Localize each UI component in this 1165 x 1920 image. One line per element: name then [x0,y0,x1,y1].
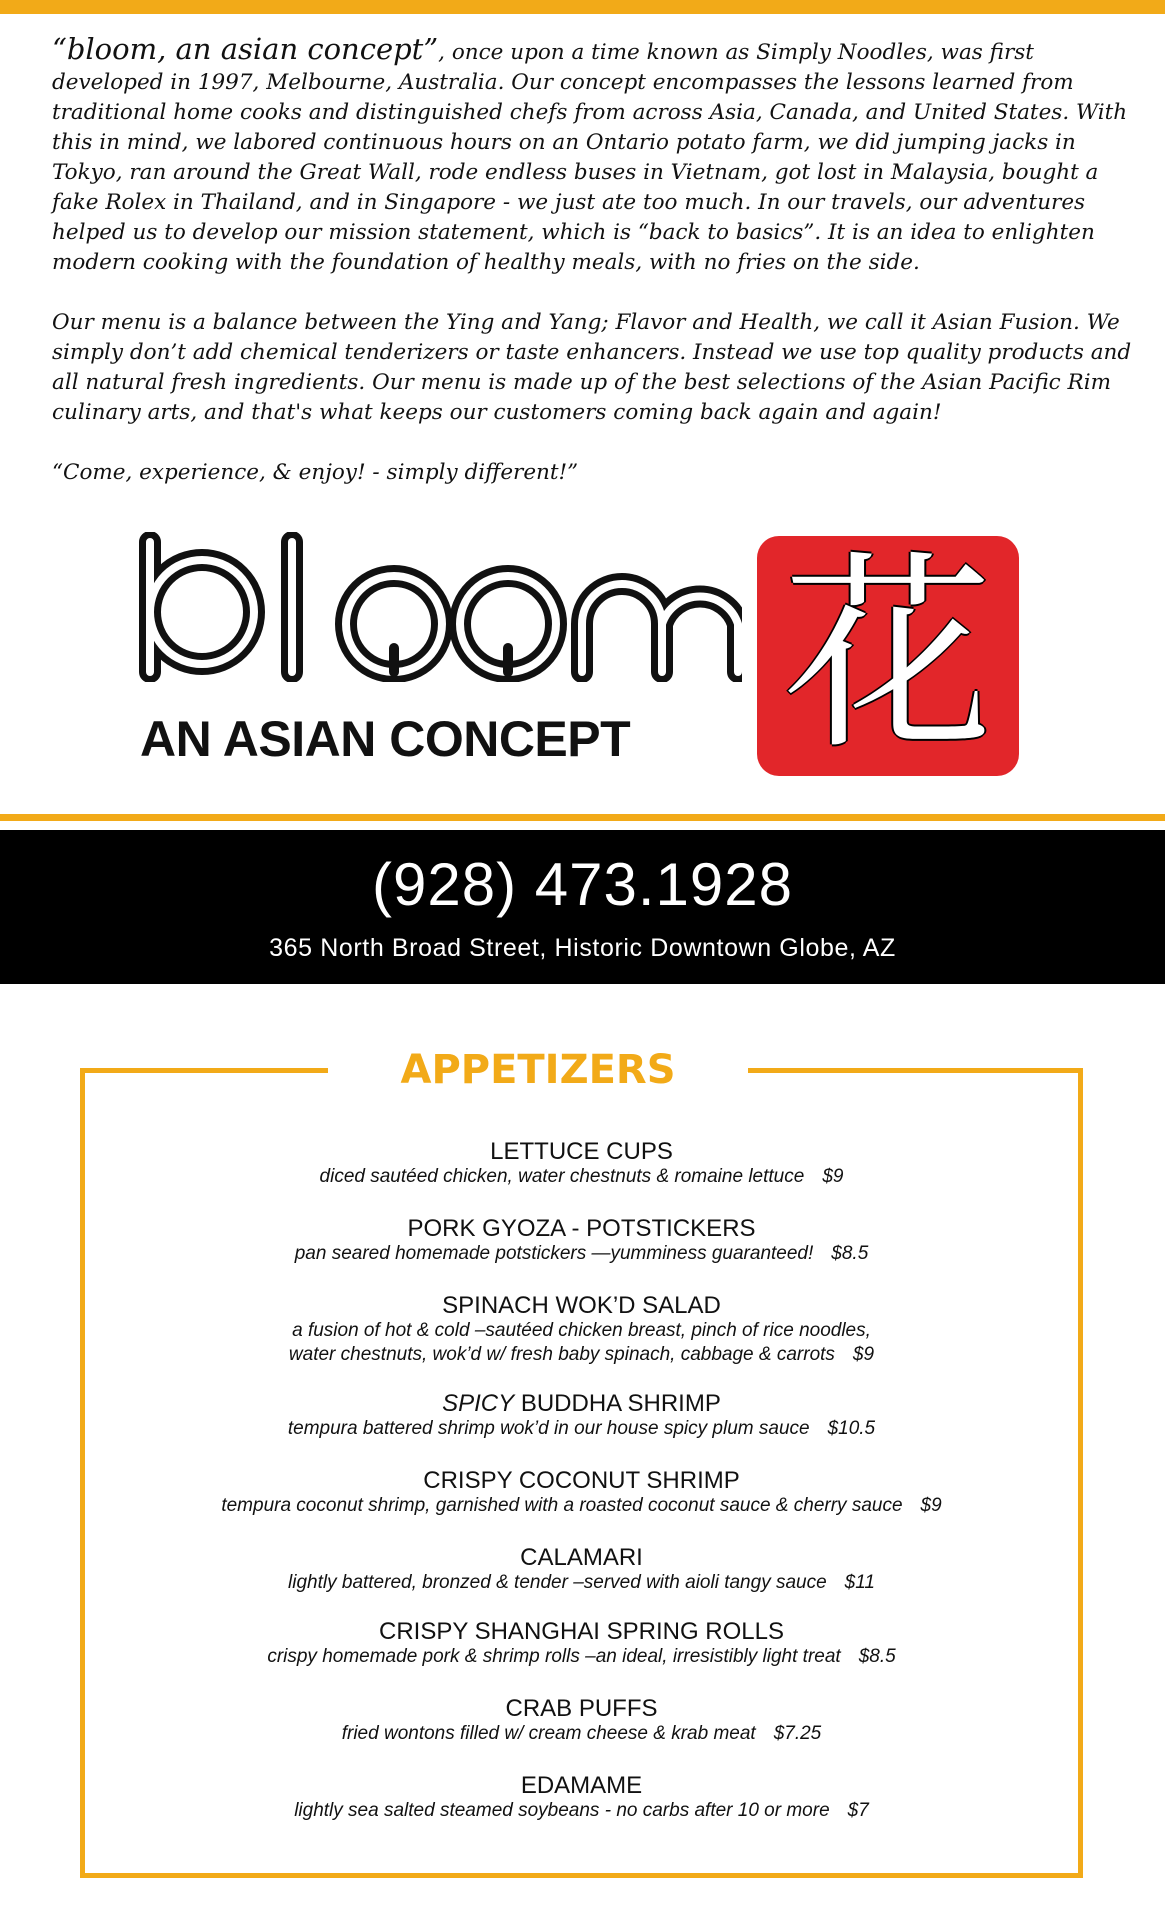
contact-band [0,830,1165,984]
menu-item [85,1544,1078,1595]
menu-item-description: pan seared homemade potstickers —yumminess guaranteed! $8.5 [294,1243,869,1264]
menu-item-name: PORK GYOZA - POTSTICKERS [407,1215,756,1242]
flower-seal [757,533,1019,778]
menu-item [85,1292,1078,1367]
menu-item-prefix: SPICY [442,1390,515,1417]
menu-item-price: $7 [847,1800,869,1821]
bloom-wordmark [132,532,742,682]
address: 365 North Broad Street, Historic Downtown Globe, AZ [269,934,896,962]
menu-item-description: tempura battered shrimp wok’d in our house spicy plum sauce $10.5 [287,1418,876,1439]
menu-item-price: $9 [822,1166,844,1187]
menu-item-name: SPINACH WOK’D SALAD [442,1292,721,1319]
intro-closing: “Come, experience, & enjoy! - simply different!” [52,460,579,485]
menu-item-name: EDAMAME [520,1772,643,1799]
menu-item-price: $8.5 [831,1243,869,1264]
menu-item [85,1467,1078,1518]
brand-quote: “bloom, an asian concept” [52,32,439,66]
menu-item-name: SPICY BUDDHA SHRIMP [442,1390,721,1417]
menu-item-name: CRAB PUFFS [505,1695,658,1722]
top-accent-bar [0,0,1165,14]
menu-item [85,1215,1078,1266]
seal-character: 花 [782,533,993,778]
menu-item-price: $10.5 [827,1418,876,1439]
menu-item-description: lightly sea salted steamed soybeans - no carbs after 10 or more $7 [294,1800,869,1821]
menu-item-price: $9 [920,1495,942,1516]
menu-item [85,1695,1078,1746]
menu-item-name: LETTUCE CUPS [490,1138,673,1165]
menu-item [85,1772,1078,1823]
phone-number[interactable]: (928) 473.1928 [372,851,793,918]
divider-line [0,814,1165,821]
menu-item-description: water chestnuts, wok’d w/ fresh baby spinach, cabbage & carrots $9 [288,1344,875,1365]
menu-item-description: tempura coconut shrimp, garnished with a roasted coconut sauce & cherry sauce $9 [221,1495,942,1516]
menu-item-price: $9 [852,1344,875,1365]
menu-item [85,1390,1078,1441]
logo-tagline: AN ASIAN CONCEPT [140,711,631,767]
menu-item-description: lightly battered, bronzed & tender –served with aioli tangy sauce $11 [288,1572,875,1593]
restaurant-logo [132,532,1024,782]
menu-item-description: fried wontons filled w/ cream cheese & krab meat $7.25 [341,1723,822,1744]
menu-item [85,1618,1078,1669]
menu-item-name: CRISPY COCONUT SHRIMP [423,1467,740,1494]
menu-item-name: CRISPY SHANGHAI SPRING ROLLS [379,1618,784,1645]
menu-item-description: crispy homemade pork & shrimp rolls –an ideal, irresistibly light treat $8.5 [267,1646,896,1667]
intro-paragraph-1-text: , once upon a time known as Simply Noodles, was first developed in 1997, Melbourne, Australia. Our concept encompasses the lessons learned from traditional home cooks and distinguished chefs from across Asia, Canada, and United States. With this in mind, we labored continuous hours on an Ontario potato farm, we did jumping jacks in Tokyo, ran around the Great Wall, rode endless buses in Vietnam, got lost in Malaysia, bought a fake Rolex in Thailand, and in Singapore - we just ate too much. In our travels, our adventures helped us to develop our mission statement, which is “back to basics”. It is an idea to enlighten modern cooking with the foundation of healthy meals, with no fries on the side. [52,40,1128,275]
section-title: APPETIZERS [328,1046,748,1094]
intro-paragraph-1 [52,34,1132,278]
menu-item [85,1138,1078,1189]
menu-item-price: $8.5 [858,1646,896,1667]
menu-item-price: $11 [844,1572,875,1593]
menu-item-description: a fusion of hot & cold –sautéed chicken breast, pinch of rice noodles, [292,1320,871,1341]
intro-text [52,34,1132,518]
menu-item-description: diced sautéed chicken, water chestnuts & romaine lettuce $9 [319,1166,844,1187]
menu-item-price: $7.25 [773,1723,822,1744]
menu-item-name: CALAMARI [520,1544,643,1571]
intro-paragraph-2: Our menu is a balance between the Ying and Yang; Flavor and Health, we call it Asian Fusion. We simply don’t add chemical tenderizers or taste enhancers. Instead we use top quality products and all natural fresh ingredients. Our menu is made up of the best selections of the Asian Pacific Rim culinary arts, and that's what keeps our customers coming back again and again! [52,310,1132,425]
